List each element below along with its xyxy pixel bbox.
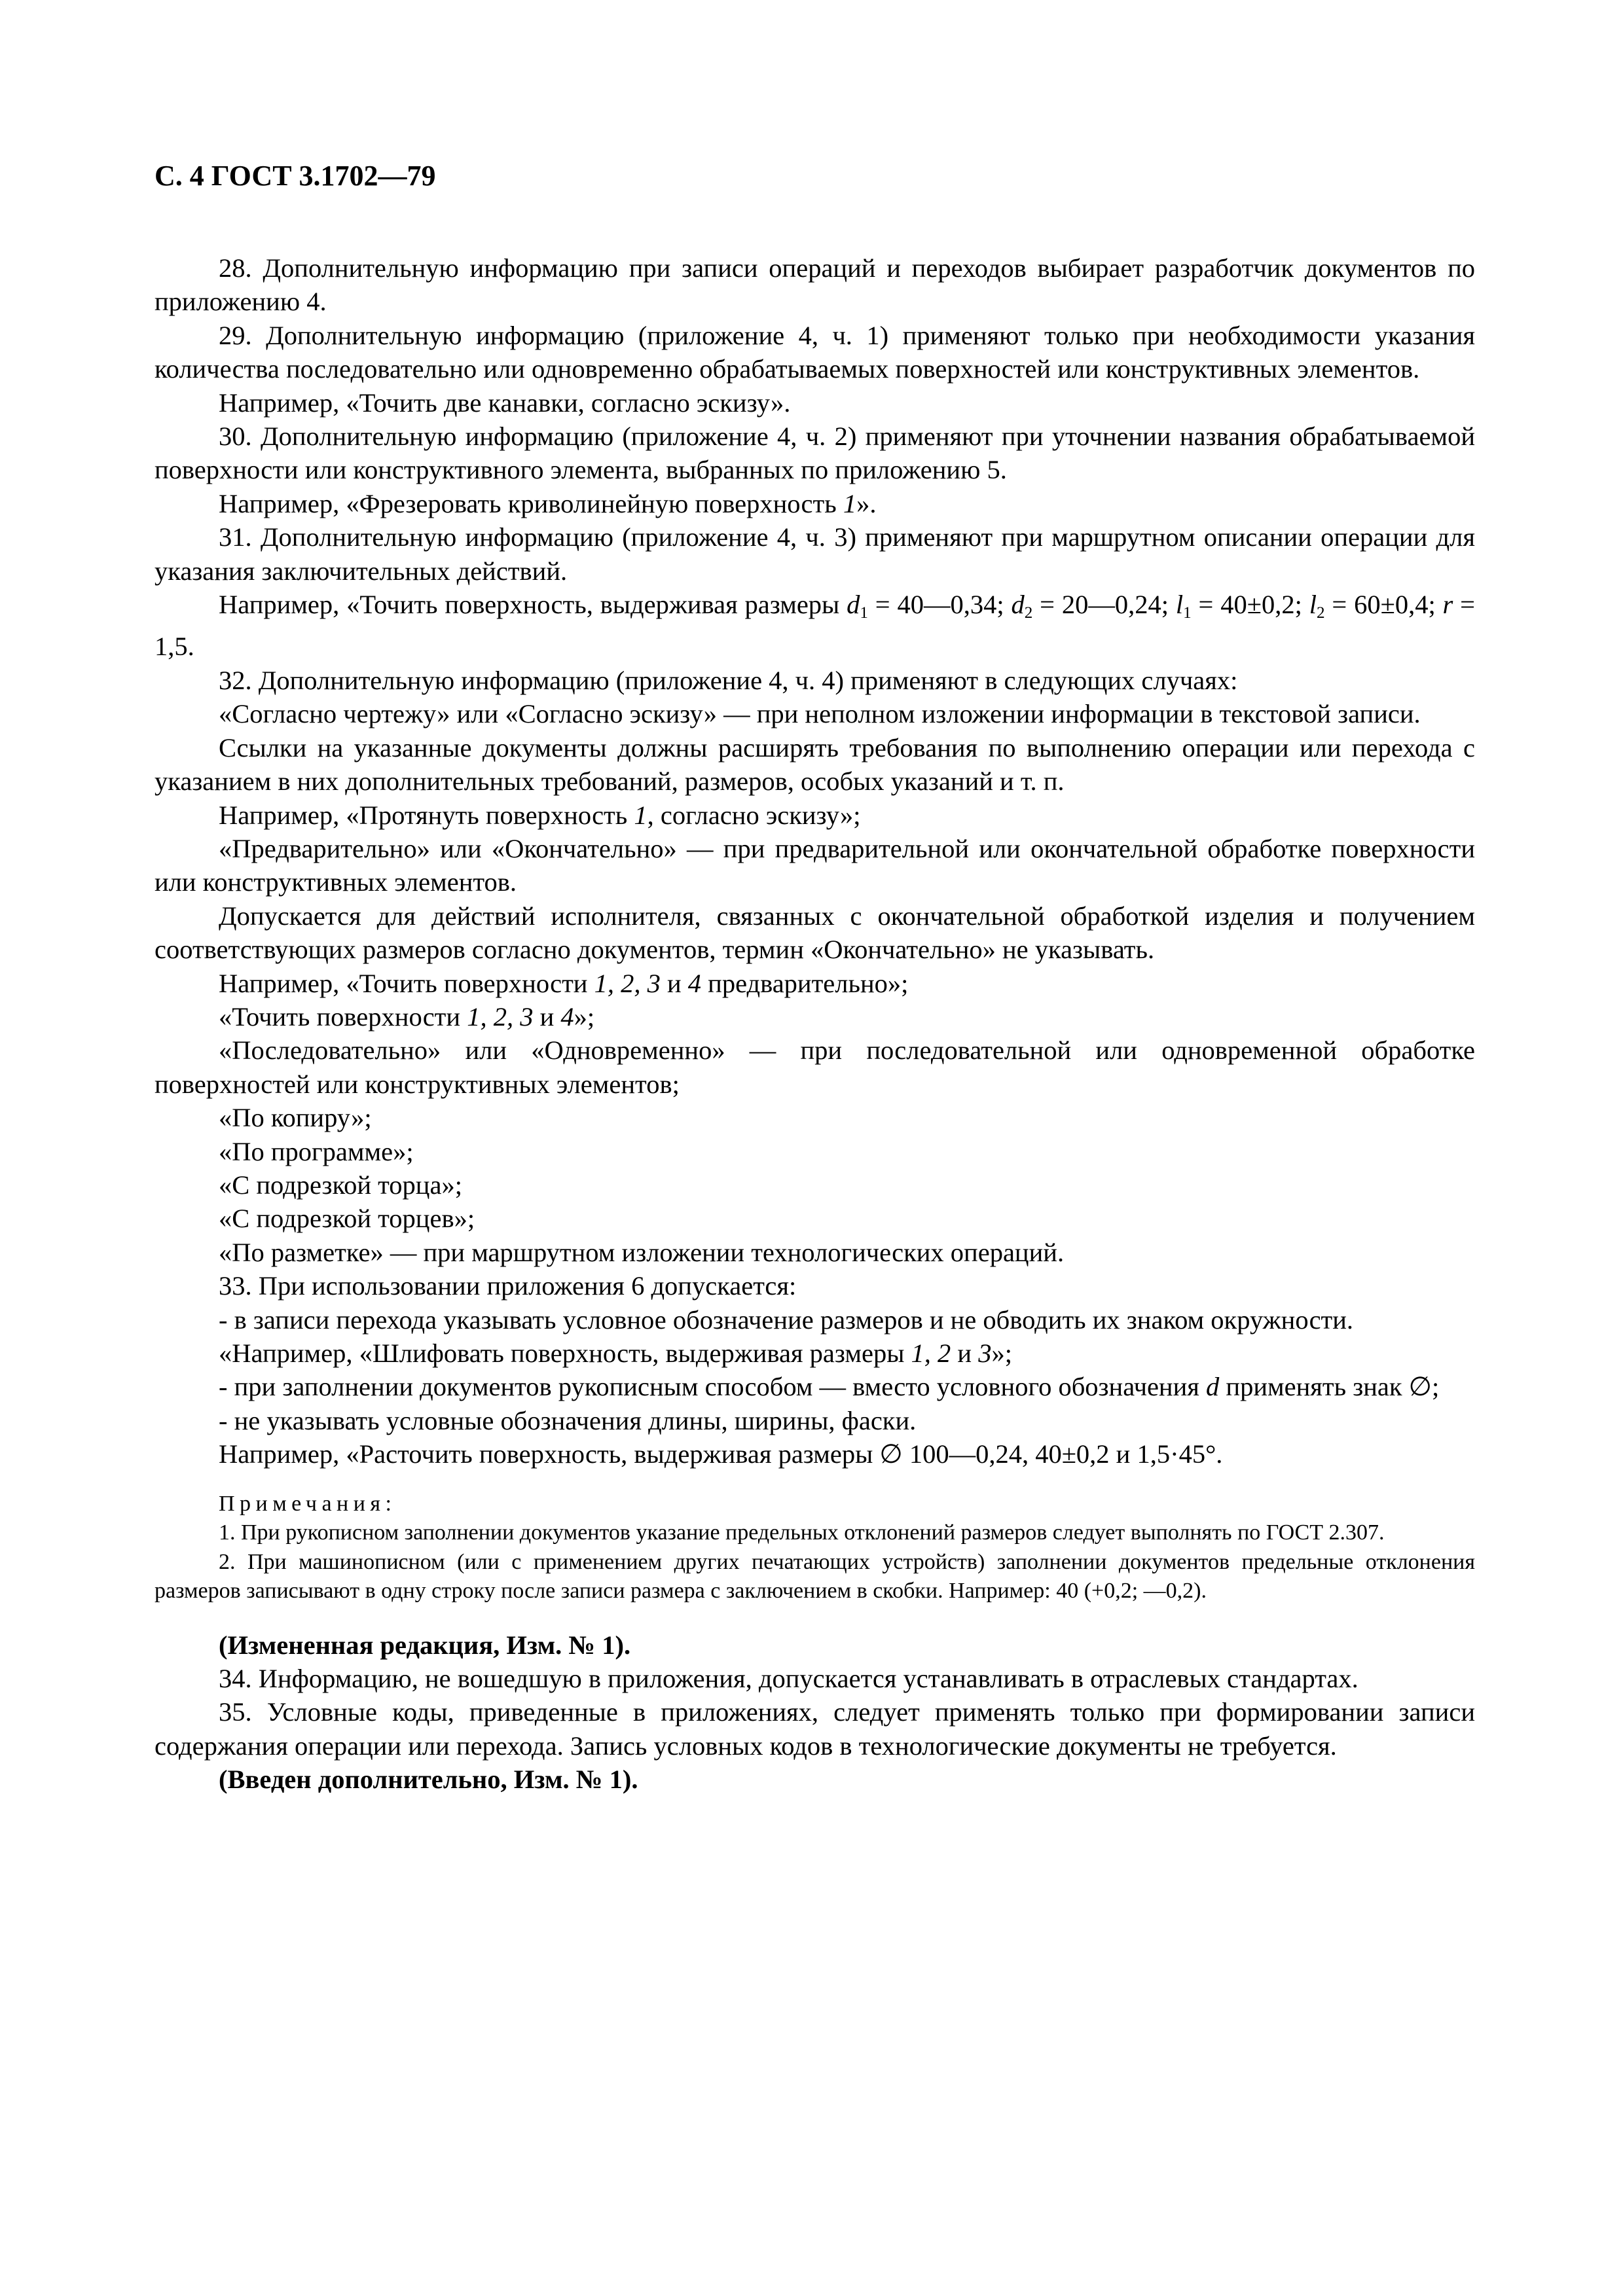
paragraph-32-b: Ссылки на указанные документы должны расширять требования по выполнению операции или перехода с указанием в них дополнительных требований, размеров, особых указаний и т. п. — [155, 732, 1475, 797]
document-body — [155, 251, 1475, 1471]
paragraph-33: 33. При использовании приложения 6 допускается: — [219, 1271, 797, 1301]
paragraph-33-b: «Например, «Шлифовать поверхность, выдерживая размеры 1, 2 и 3»; — [219, 1338, 1012, 1369]
paragraph-32-g: «Точить поверхности 1, 2, 3 и 4»; — [219, 1001, 595, 1031]
paragraph-33-e: Например, «Расточить поверхность, выдерживая размеры ∅ 100—0,24, 40±0,2 и 1,5·45°. — [219, 1439, 1223, 1469]
notes-title: Примечания: — [219, 1491, 397, 1516]
amendment-note-1: (Измененная редакция, Изм. № 1). — [219, 1630, 631, 1660]
paragraph-34: 34. Информацию, не вошедшую в приложения, допускается устанавливать в отраслевых стандартах. — [219, 1664, 1359, 1694]
paragraph-33-d: - не указывать условные обозначения длины, ширины, фаски. — [219, 1405, 917, 1435]
paragraph-32-a: «Согласно чертежу» или «Согласно эскизу» — при неполном изложении информации в текстовой записи. — [219, 699, 1421, 729]
paragraph-35: 35. Условные коды, приведенные в приложениях, следует применять только при формировании записи содержания операции или перехода. Запись условных кодов в технологические документы не требуется. — [155, 1697, 1475, 1761]
notes-block — [155, 1490, 1475, 1606]
note-1: 1. При рукописном заполнении документов указание предельных отклонений размеров следует выполнять по ГОСТ 2.307. — [219, 1520, 1385, 1545]
paragraph-32-d: «Предварительно» или «Окончательно» — при предварительной или окончательной обработке поверхности или конструктивных элементов. — [155, 833, 1475, 897]
paragraph-32: 32. Дополнительную информацию (приложение 4, ч. 4) применяют в следующих случаях: — [219, 665, 1238, 695]
paragraph-32-e: Допускается для действий исполнителя, связанных с окончательной обработкой изделия и получением соответствующих размеров согласно документов, термин «Окончательно» не указывать. — [155, 901, 1475, 965]
paragraph-32-m: «По разметке» — при маршрутном изложении технологических операций. — [219, 1237, 1065, 1267]
amendment-note-2: (Введен дополнительно, Изм. № 1). — [219, 1765, 638, 1795]
page-header: С. 4 ГОСТ 3.1702—79 — [155, 160, 436, 192]
paragraph-33-a: - в записи перехода указывать условное обозначение размеров и не обводить их знаком окружности. — [219, 1304, 1354, 1335]
note-2: 2. При машинописном (или с применением других печатающих устройств) заполнении документов предельные отклонения размеров записывают в одну строку после записи размера с заключением в скобки. Например: 40 (+0,2; —0,2). — [155, 1549, 1475, 1604]
paragraph-33-c: - при заполнении документов рукописным способом — вместо условного обозначения d применять знак ∅; — [219, 1372, 1440, 1402]
paragraph-29-example: Например, «Точить две канавки, согласно эскизу». — [219, 387, 791, 418]
paragraph-32-i: «По копиру»; — [219, 1103, 372, 1133]
paragraph-32-j: «По программе»; — [219, 1136, 414, 1166]
paragraph-32-f: Например, «Точить поверхности 1, 2, 3 и 4 предварительно»; — [219, 968, 909, 998]
paragraph-30-example: Например, «Фрезеровать криволинейную поверхность 1». — [219, 488, 877, 518]
paragraph-30: 30. Дополнительную информацию (приложение 4, ч. 2) применяют при уточнении названия обрабатываемой поверхности или конструктивного элемента, выбранных по приложению 5. — [155, 422, 1475, 485]
paragraph-31: 31. Дополнительную информацию (приложение 4, ч. 3) применяют при маршрутном описании операции для указания заключительных действий. — [155, 522, 1475, 586]
document-page — [155, 158, 1475, 1797]
paragraph-32-l: «С подрезкой торцев»; — [219, 1204, 475, 1234]
paragraph-31-example: Например, «Точить поверхность, выдерживая размеры $d_1$ = 40—0,34; $d_2$ = 20—0,24; $l_1 = 40\pm 0,2$; $l_2 = 60\pm 0,4$; r = 1,5. — [155, 590, 1476, 662]
paragraph-28: 28. Дополнительную информацию при записи операций и переходов выбирает разработчик документов по приложению 4. — [155, 253, 1475, 317]
paragraph-32-h: «Последовательно» или «Одновременно» — при последовательной или одновременной обработке поверхностей или конструктивных элементов; — [155, 1035, 1475, 1099]
paragraph-32-c: Например, «Протянуть поверхность 1, согласно эскизу»; — [219, 800, 861, 830]
paragraph-32-k: «С подрезкой торца»; — [219, 1170, 462, 1200]
document-body-end — [155, 1628, 1475, 1797]
paragraph-29: 29. Дополнительную информацию (приложение 4, ч. 1) применяют только при необходимости указания количества последовательно или одновременно обрабатываемых поверхностей или конструктивных элементов. — [155, 320, 1475, 384]
